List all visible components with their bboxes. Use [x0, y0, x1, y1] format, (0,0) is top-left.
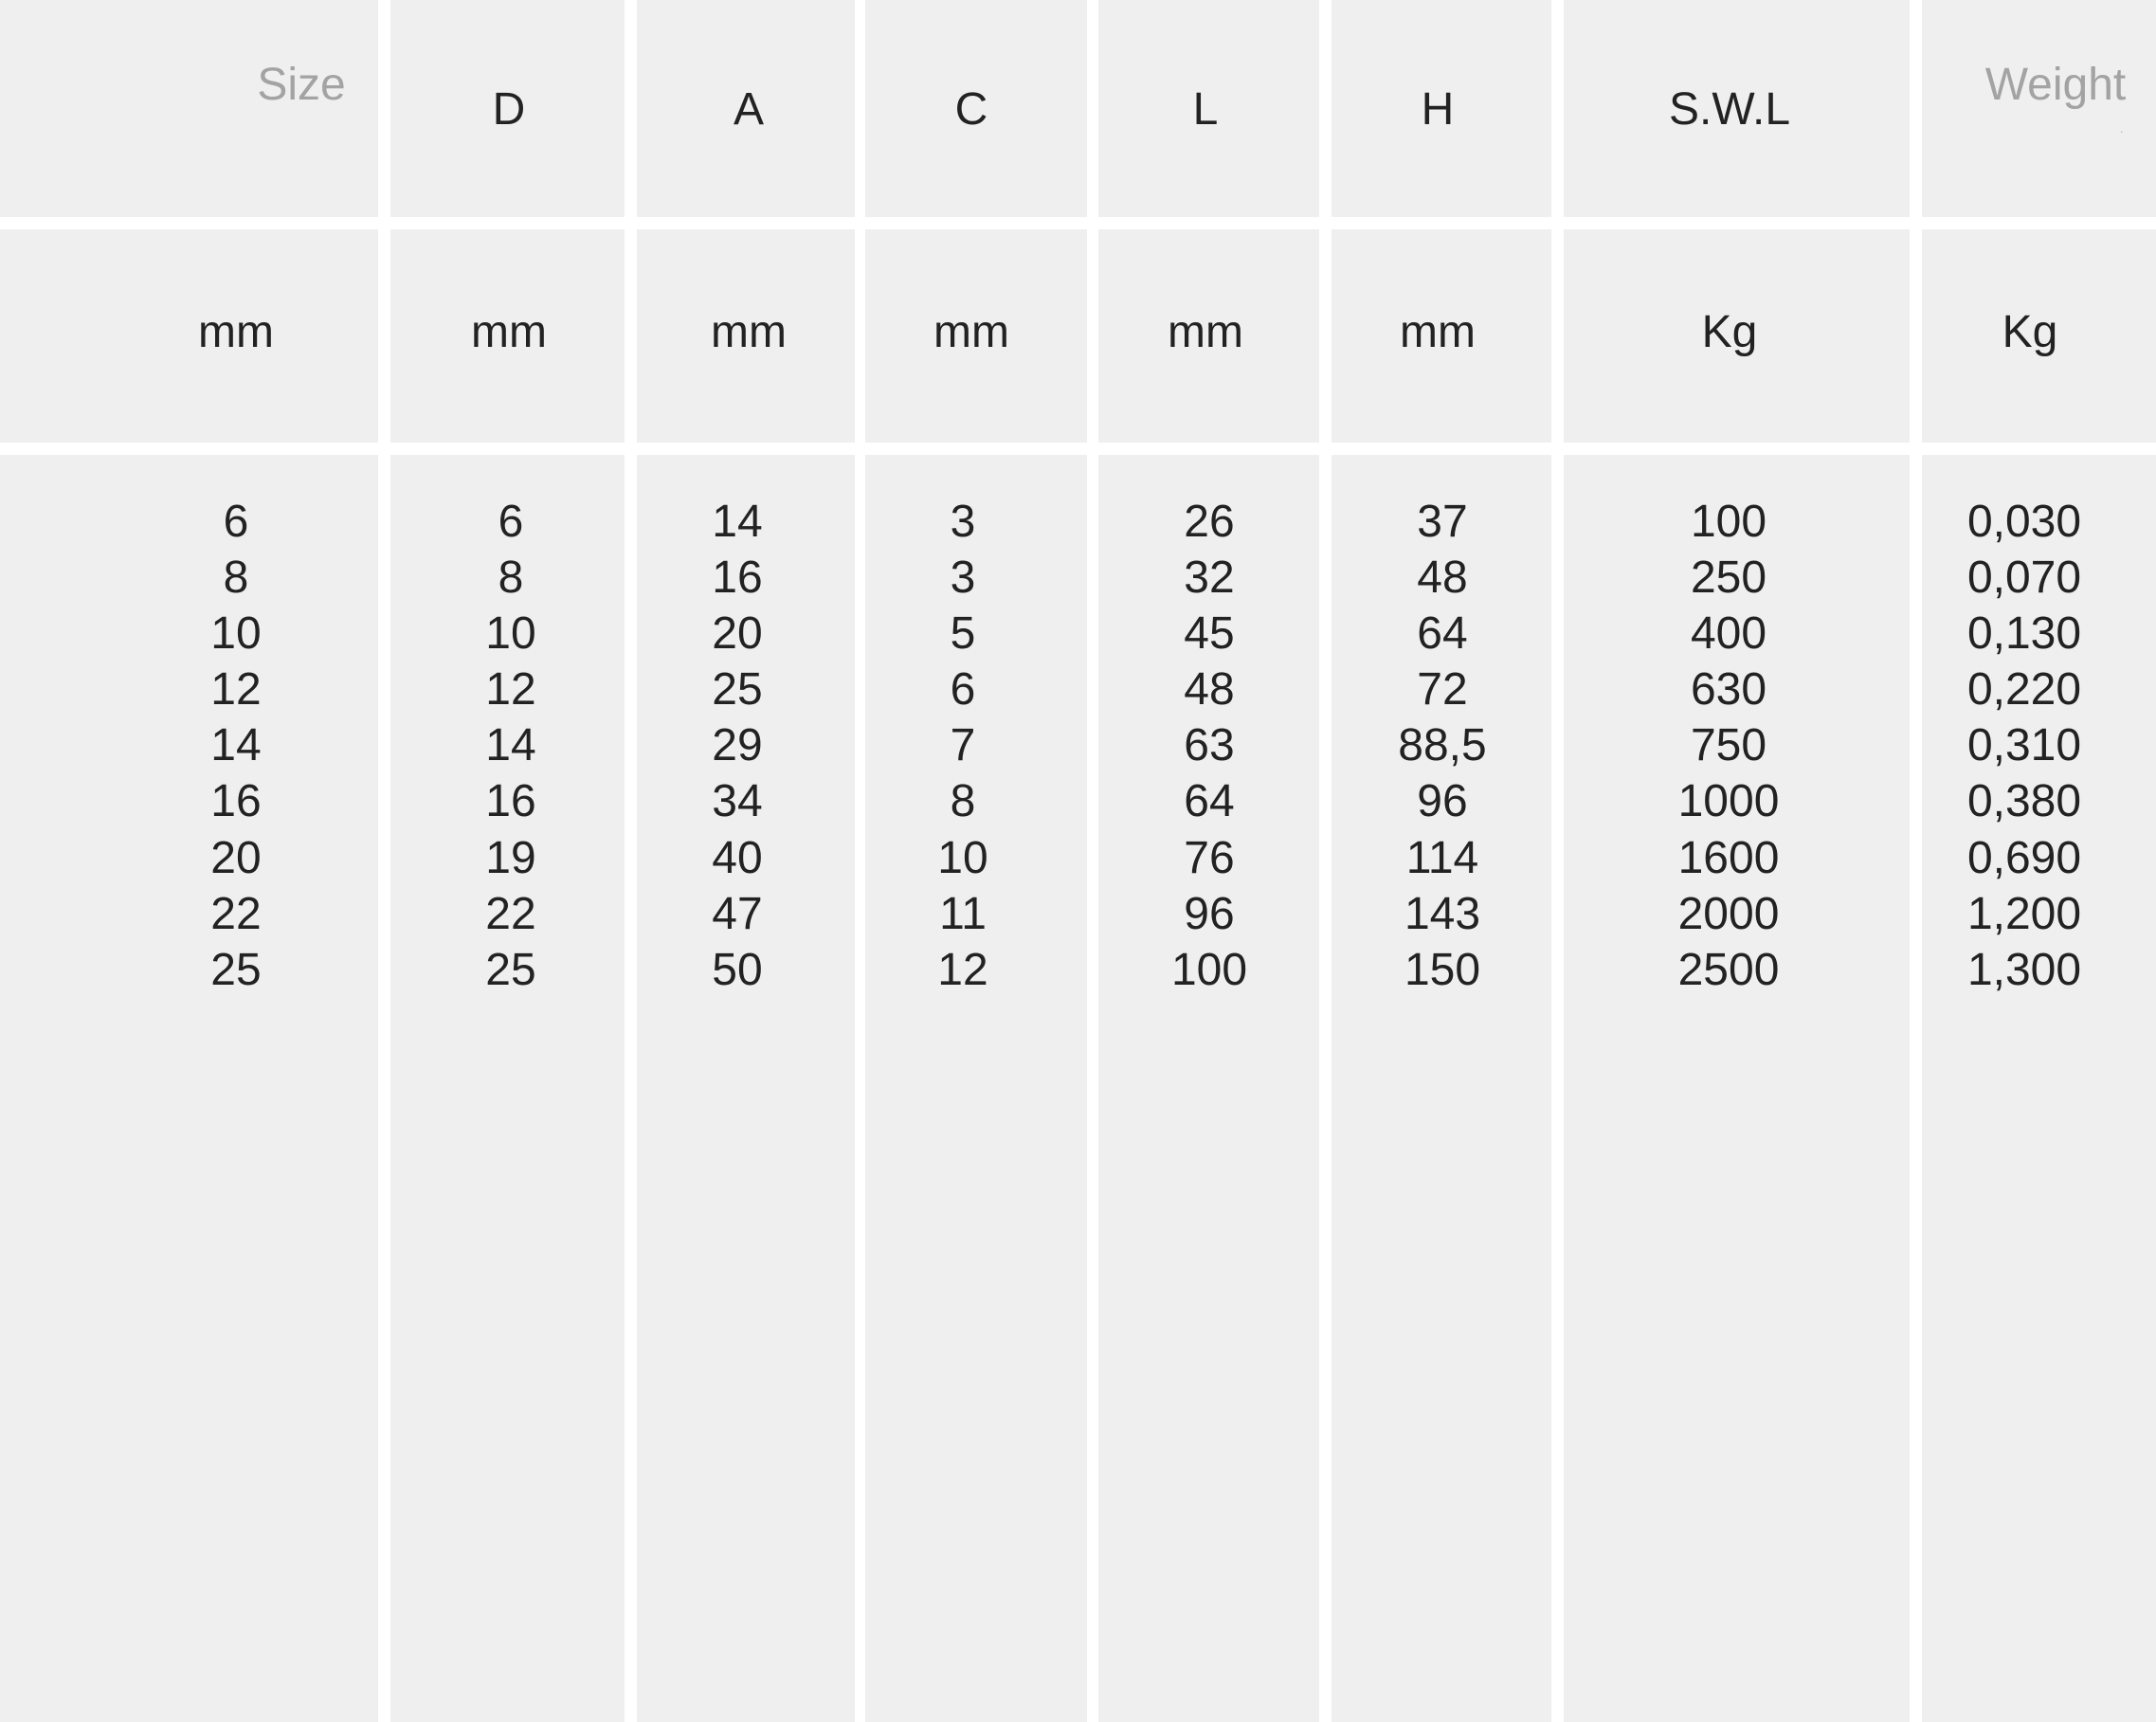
- cell: 0,690: [1966, 832, 2082, 883]
- cell: 16: [210, 776, 262, 827]
- cell: 11: [939, 888, 987, 939]
- cell: 1,300: [1966, 944, 2082, 995]
- unit-l: mm: [1168, 307, 1243, 357]
- cell: 6: [223, 497, 249, 547]
- unit-a: mm: [711, 307, 787, 357]
- cell: 72: [1417, 664, 1468, 716]
- cell: 1600: [1677, 832, 1780, 883]
- unit-h: mm: [1400, 307, 1476, 357]
- cell: 750: [1690, 720, 1767, 771]
- unit-swl: Kg: [1701, 307, 1758, 357]
- cell: 10: [937, 832, 988, 883]
- col-header-size: Size: [257, 60, 346, 110]
- cell: 22: [210, 888, 262, 939]
- column-values-c: [937, 494, 987, 998]
- cell: 10: [210, 608, 262, 660]
- cell: 6: [950, 664, 976, 716]
- cell: 7: [950, 720, 976, 771]
- cell: 12: [210, 664, 262, 716]
- cell: 48: [1184, 664, 1235, 716]
- cell: 45: [1184, 608, 1235, 660]
- cell: 0,380: [1966, 776, 2082, 827]
- cell: 1000: [1677, 776, 1780, 827]
- column-values-swl: [1678, 494, 1780, 998]
- col-header-h: H: [1421, 84, 1455, 135]
- cell: 37: [1417, 497, 1468, 547]
- column-values-h: [1398, 494, 1486, 998]
- cell: 10: [485, 608, 536, 660]
- unit-weight: Kg: [2002, 307, 2058, 357]
- cell: 25: [210, 944, 262, 995]
- unit-cell-size: [0, 229, 378, 443]
- cell: 48: [1417, 553, 1468, 604]
- column-values-a: [712, 494, 762, 998]
- cell: 20: [712, 608, 763, 660]
- cell: 0,220: [1966, 664, 2082, 716]
- cell: 14: [712, 497, 763, 547]
- cell: 100: [1170, 944, 1248, 995]
- cell: 8: [950, 776, 976, 827]
- cell: 19: [485, 832, 536, 883]
- cell: 26: [1184, 497, 1235, 547]
- unit-d: mm: [471, 307, 547, 357]
- cell: 0,030: [1966, 497, 2082, 547]
- cell: 64: [1184, 776, 1235, 827]
- cell: 12: [485, 664, 536, 716]
- cell: 3: [950, 553, 976, 604]
- cell: 34: [712, 776, 763, 827]
- cell: 1,200: [1966, 888, 2082, 939]
- cell: 100: [1690, 497, 1767, 547]
- cell: 29: [712, 720, 763, 771]
- cell: 2000: [1677, 888, 1780, 939]
- body-cell-size: [0, 455, 378, 1722]
- cell: 14: [210, 720, 262, 771]
- cell: 16: [712, 553, 763, 604]
- column-values-l: [1171, 494, 1247, 998]
- cell: 250: [1690, 553, 1767, 604]
- col-header-weight: Weight: [1984, 60, 2127, 110]
- col-header-c: C: [954, 84, 988, 135]
- cell: 5: [950, 608, 976, 660]
- unit-size: mm: [198, 307, 274, 357]
- cell: 2500: [1677, 944, 1780, 995]
- column-values-weight: [1967, 494, 2081, 998]
- cell: 3: [950, 497, 976, 547]
- cell: 50: [712, 944, 763, 995]
- cell: 32: [1184, 553, 1235, 604]
- cell: 143: [1404, 888, 1481, 939]
- col-header-swl: S.W.L: [1668, 84, 1791, 135]
- col-header-a: A: [733, 84, 765, 135]
- cell: 8: [498, 553, 524, 604]
- cell: 64: [1417, 608, 1468, 660]
- cell: 16: [485, 776, 536, 827]
- cell: 22: [485, 888, 536, 939]
- cell: 63: [1184, 720, 1235, 771]
- cell: 40: [712, 832, 763, 883]
- cell: 630: [1690, 664, 1767, 716]
- cell: 20: [210, 832, 262, 883]
- cell: 25: [712, 664, 763, 716]
- unit-c: mm: [933, 307, 1009, 357]
- cell: 12: [937, 944, 988, 995]
- cell: 96: [1417, 776, 1468, 827]
- column-values-size: [210, 494, 261, 998]
- column-values-d: [485, 494, 535, 998]
- cell: 400: [1690, 608, 1767, 660]
- col-header-d: D: [492, 84, 526, 135]
- cell: 76: [1184, 832, 1235, 883]
- cell: 114: [1405, 832, 1479, 883]
- cell: 6: [498, 497, 524, 547]
- decorative-dot: .: [2120, 122, 2124, 136]
- cell: 0,130: [1966, 608, 2082, 660]
- cell: 14: [485, 720, 536, 771]
- cell: 150: [1404, 944, 1481, 995]
- cell: 0,310: [1966, 720, 2082, 771]
- cell: 47: [712, 888, 763, 939]
- cell: 0,070: [1966, 553, 2082, 604]
- cell: 8: [223, 553, 249, 604]
- cell: 25: [485, 944, 536, 995]
- cell: 96: [1184, 888, 1235, 939]
- col-header-l: L: [1192, 84, 1219, 135]
- cell: 88,5: [1398, 720, 1487, 771]
